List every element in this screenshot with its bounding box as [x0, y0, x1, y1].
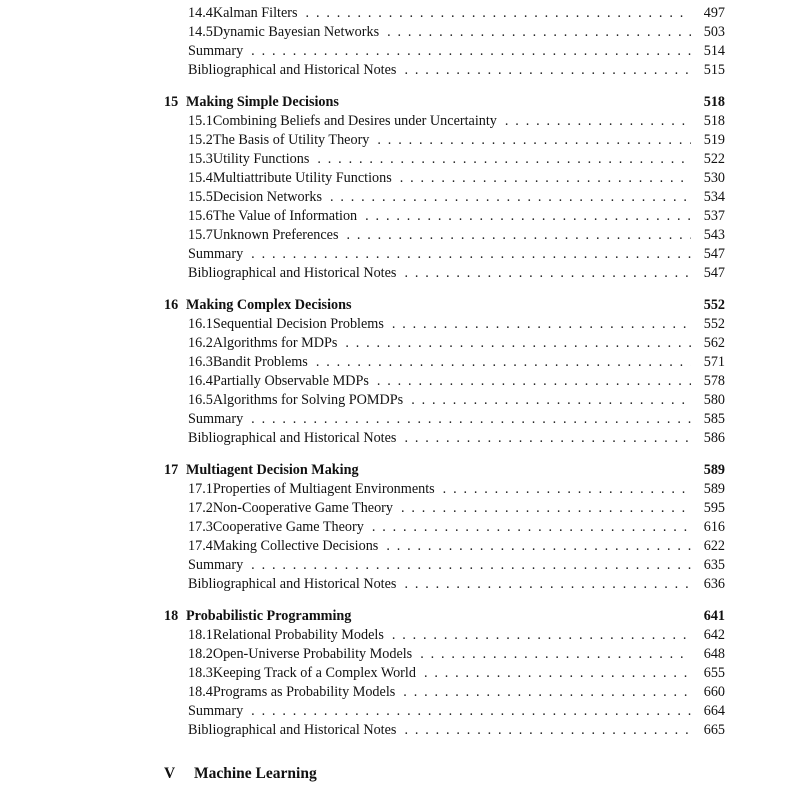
leader-dots [387, 23, 691, 42]
chapter-number: 17 [164, 462, 179, 478]
toc-entry[interactable] [188, 480, 725, 499]
page-number: 547 [703, 246, 725, 262]
page-number: 530 [703, 170, 725, 186]
toc-entry-summary[interactable] [188, 556, 725, 575]
leader-dots [443, 480, 691, 499]
page-number: 562 [703, 335, 725, 351]
section-number: 17.4 [188, 538, 213, 554]
leader-dots [316, 353, 691, 372]
section-title: Summary [188, 411, 244, 427]
page-number: 543 [703, 227, 725, 243]
section-number: 18.2 [188, 646, 213, 662]
section-number: 15.7 [188, 227, 213, 243]
page-number: 586 [703, 430, 725, 446]
section-title: Combining Beliefs and Desires under Uncertainty [212, 113, 497, 129]
leader-dots [404, 575, 691, 594]
section-title: Cooperative Game Theory [212, 519, 364, 535]
chapter-page: 518 [703, 94, 725, 110]
page-number: 665 [703, 722, 725, 738]
toc-entry[interactable] [188, 207, 725, 226]
toc-entry-summary[interactable] [188, 702, 725, 721]
chapter-page: 552 [703, 297, 725, 313]
leader-dots [330, 188, 691, 207]
chapter-page: 641 [703, 608, 725, 624]
section-number: 17.2 [188, 500, 213, 516]
toc-entry[interactable] [188, 188, 725, 207]
chapter-number: 18 [164, 608, 179, 624]
toc-entry[interactable] [188, 169, 725, 188]
leader-dots [251, 556, 691, 575]
toc-entry-14-5[interactable] [188, 23, 725, 42]
page-number: 534 [703, 189, 725, 205]
chapter-heading-17[interactable] [164, 461, 725, 480]
section-title: Sequential Decision Problems [212, 316, 384, 332]
page-number: 571 [703, 354, 725, 370]
section-title: Bibliographical and Historical Notes [188, 576, 397, 592]
leader-dots [377, 131, 691, 150]
page-number: 664 [703, 703, 725, 719]
toc-entry[interactable] [188, 626, 725, 645]
section-title: Dynamic Bayesian Networks [212, 24, 380, 40]
section-number: 14.5 [188, 24, 213, 40]
leader-dots [251, 702, 691, 721]
section-title: Bibliographical and Historical Notes [188, 62, 397, 78]
leader-dots [401, 499, 691, 518]
section-number: 16.2 [188, 335, 213, 351]
section-number: 17.3 [188, 519, 213, 535]
toc-entry[interactable] [188, 499, 725, 518]
leader-dots [411, 391, 691, 410]
toc-entry[interactable] [188, 664, 725, 683]
toc-entry[interactable] [188, 518, 725, 537]
leader-dots [347, 226, 692, 245]
leader-dots [505, 112, 691, 131]
toc-entry-notes[interactable] [188, 429, 725, 448]
leader-dots [403, 683, 691, 702]
leader-dots [365, 207, 691, 226]
chapter-title: Probabilistic Programming [186, 608, 352, 624]
section-number: 16.1 [188, 316, 213, 332]
section-title: Kalman Filters [212, 5, 298, 21]
page-number: 580 [703, 392, 725, 408]
leader-dots [251, 245, 691, 264]
section-title: Keeping Track of a Complex World [212, 665, 416, 681]
section-title: Summary [188, 557, 244, 573]
page-number: 497 [703, 5, 725, 21]
leader-dots [404, 264, 691, 283]
chapter-number: 16 [164, 297, 179, 313]
section-number: 15.2 [188, 132, 213, 148]
page-number: 515 [703, 62, 725, 78]
leader-dots [424, 664, 691, 683]
section-number: 18.3 [188, 665, 213, 681]
section-title: Making Collective Decisions [212, 538, 379, 554]
toc-entry[interactable] [188, 334, 725, 353]
leader-dots [404, 429, 691, 448]
toc-entry[interactable] [188, 645, 725, 664]
leader-dots [404, 721, 691, 740]
leader-dots [420, 645, 691, 664]
section-title: The Value of Information [212, 208, 358, 224]
toc-entry[interactable] [188, 683, 725, 702]
section-number: 16.5 [188, 392, 213, 408]
chapter-title: Making Simple Decisions [186, 94, 339, 110]
page-number: 552 [703, 316, 725, 332]
toc-entry-14-summary[interactable] [188, 42, 725, 61]
page-number: 503 [703, 24, 725, 40]
section-number: 16.3 [188, 354, 213, 370]
page-number: 519 [703, 132, 725, 148]
section-number: 15.1 [188, 113, 213, 129]
leader-dots [372, 518, 691, 537]
leader-dots [386, 537, 691, 556]
part-number: V [164, 765, 176, 782]
page-number: 616 [703, 519, 725, 535]
section-title: The Basis of Utility Theory [212, 132, 370, 148]
leader-dots [392, 315, 691, 334]
chapter-number: 15 [164, 94, 179, 110]
section-title: Decision Networks [212, 189, 322, 205]
toc-entry-summary[interactable] [188, 245, 725, 264]
page-number: 595 [703, 500, 725, 516]
section-title: Algorithms for MDPs [212, 335, 338, 351]
page-number: 578 [703, 373, 725, 389]
leader-dots [306, 4, 691, 23]
toc-entry[interactable] [188, 391, 725, 410]
page-number: 648 [703, 646, 725, 662]
page-number: 537 [703, 208, 725, 224]
leader-dots [251, 410, 691, 429]
section-number: 15.5 [188, 189, 213, 205]
page-number: 655 [703, 665, 725, 681]
section-number: 18.4 [188, 684, 213, 700]
chapter-page: 589 [703, 462, 725, 478]
page-number: 547 [703, 265, 725, 281]
toc-entry-14-notes[interactable] [188, 61, 725, 80]
toc-entry[interactable] [188, 537, 725, 556]
toc-entry-notes[interactable] [188, 575, 725, 594]
section-title: Summary [188, 703, 244, 719]
leader-dots [251, 42, 691, 61]
chapter-heading-18[interactable] [164, 607, 725, 626]
section-title: Bibliographical and Historical Notes [188, 722, 397, 738]
leader-dots [377, 372, 691, 391]
page-number: 518 [703, 113, 725, 129]
part-title: Machine Learning [194, 765, 317, 782]
toc-entry[interactable] [188, 372, 725, 391]
toc-entry-14-4[interactable] [188, 4, 725, 23]
part-heading[interactable] [164, 764, 725, 783]
leader-dots [392, 626, 691, 645]
page-number: 636 [703, 576, 725, 592]
chapter-title: Multiagent Decision Making [186, 462, 359, 478]
leader-dots [317, 150, 691, 169]
section-title: Relational Probability Models [212, 627, 384, 643]
leader-dots [400, 169, 691, 188]
page-number: 589 [703, 481, 725, 497]
leader-dots [345, 334, 691, 353]
page-number: 522 [703, 151, 725, 167]
toc-entry[interactable] [188, 131, 725, 150]
section-title: Utility Functions [212, 151, 310, 167]
section-title: Summary [188, 43, 244, 59]
section-title: Bibliographical and Historical Notes [188, 265, 397, 281]
page-number: 585 [703, 411, 725, 427]
section-title: Unknown Preferences [212, 227, 339, 243]
section-number: 16.4 [188, 373, 213, 389]
chapter-heading-16[interactable] [164, 296, 725, 315]
chapter-title: Making Complex Decisions [186, 297, 352, 313]
section-title: Multiattribute Utility Functions [212, 170, 392, 186]
page-number: 660 [703, 684, 725, 700]
page-number: 514 [703, 43, 725, 59]
toc-entry-summary[interactable] [188, 410, 725, 429]
section-number: 15.6 [188, 208, 213, 224]
leader-dots [404, 61, 691, 80]
toc-entry[interactable] [188, 353, 725, 372]
toc-entry[interactable] [188, 150, 725, 169]
toc-entry[interactable] [188, 226, 725, 245]
section-number: 15.4 [188, 170, 213, 186]
section-title: Algorithms for Solving POMDPs [212, 392, 404, 408]
toc-entry[interactable] [188, 112, 725, 131]
chapter-heading-15[interactable] [164, 93, 725, 112]
toc-entry[interactable] [188, 315, 725, 334]
section-title: Bibliographical and Historical Notes [188, 430, 397, 446]
page-number: 642 [703, 627, 725, 643]
toc-entry-notes[interactable] [188, 264, 725, 283]
section-title: Non-Cooperative Game Theory [212, 500, 394, 516]
section-title: Summary [188, 246, 244, 262]
section-title: Open-Universe Probability Models [212, 646, 413, 662]
section-title: Partially Observable MDPs [212, 373, 369, 389]
page-number: 635 [703, 557, 725, 573]
section-number: 17.1 [188, 481, 213, 497]
section-title: Programs as Probability Models [212, 684, 396, 700]
section-title: Bandit Problems [212, 354, 308, 370]
page-number: 622 [703, 538, 725, 554]
section-number: 18.1 [188, 627, 213, 643]
section-number: 14.4 [188, 5, 213, 21]
toc-entry-notes[interactable] [188, 721, 725, 740]
section-title: Properties of Multiagent Environments [212, 481, 435, 497]
section-number: 15.3 [188, 151, 213, 167]
